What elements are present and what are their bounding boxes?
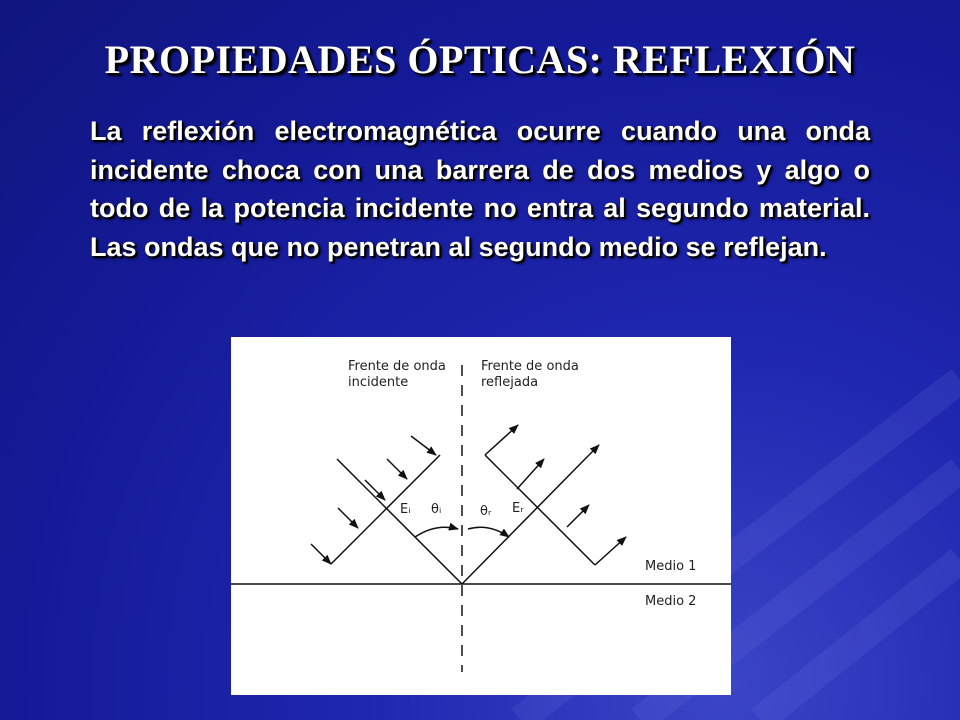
reflection-diagram-svg: [231, 337, 731, 695]
reflected-main-ray: [462, 455, 589, 584]
incident-arrows: [311, 436, 436, 564]
label-medium-1: Medio 1: [645, 559, 697, 574]
label-er: Eᵣ: [512, 501, 524, 516]
label-incident-wavefront-1: Frente de onda: [348, 359, 446, 374]
incident-main-ray: [337, 459, 462, 584]
label-reflected-wavefront-2: reflejada: [481, 375, 539, 390]
incident-wavefront: [331, 455, 440, 564]
label-ei: Eᵢ: [400, 502, 411, 517]
reflected-arrows: [485, 425, 626, 565]
slide-paragraph: La reflexión electromagnética ocurre cuando una onda incidente choca con una barrera de dos medios y algo o todo de la potencia incidente no entra al segundo material. Las ondas que no penetran al segundo medio se reflejan.: [90, 116, 870, 262]
reflected-wavefront: [485, 455, 595, 565]
label-theta-i: θᵢ: [431, 502, 442, 517]
slide-title: PROPIEDADES ÓPTICAS: REFLEXIÓN: [104, 37, 856, 82]
theta-r-arc: [468, 527, 509, 537]
label-theta-r: θᵣ: [480, 504, 492, 519]
theta-i-arc: [415, 527, 458, 537]
reflection-diagram: [231, 337, 731, 695]
label-medium-2: Medio 2: [645, 594, 697, 609]
label-incident-wavefront-2: incidente: [348, 375, 409, 390]
label-reflected-wavefront-1: Frente de onda: [481, 359, 579, 374]
